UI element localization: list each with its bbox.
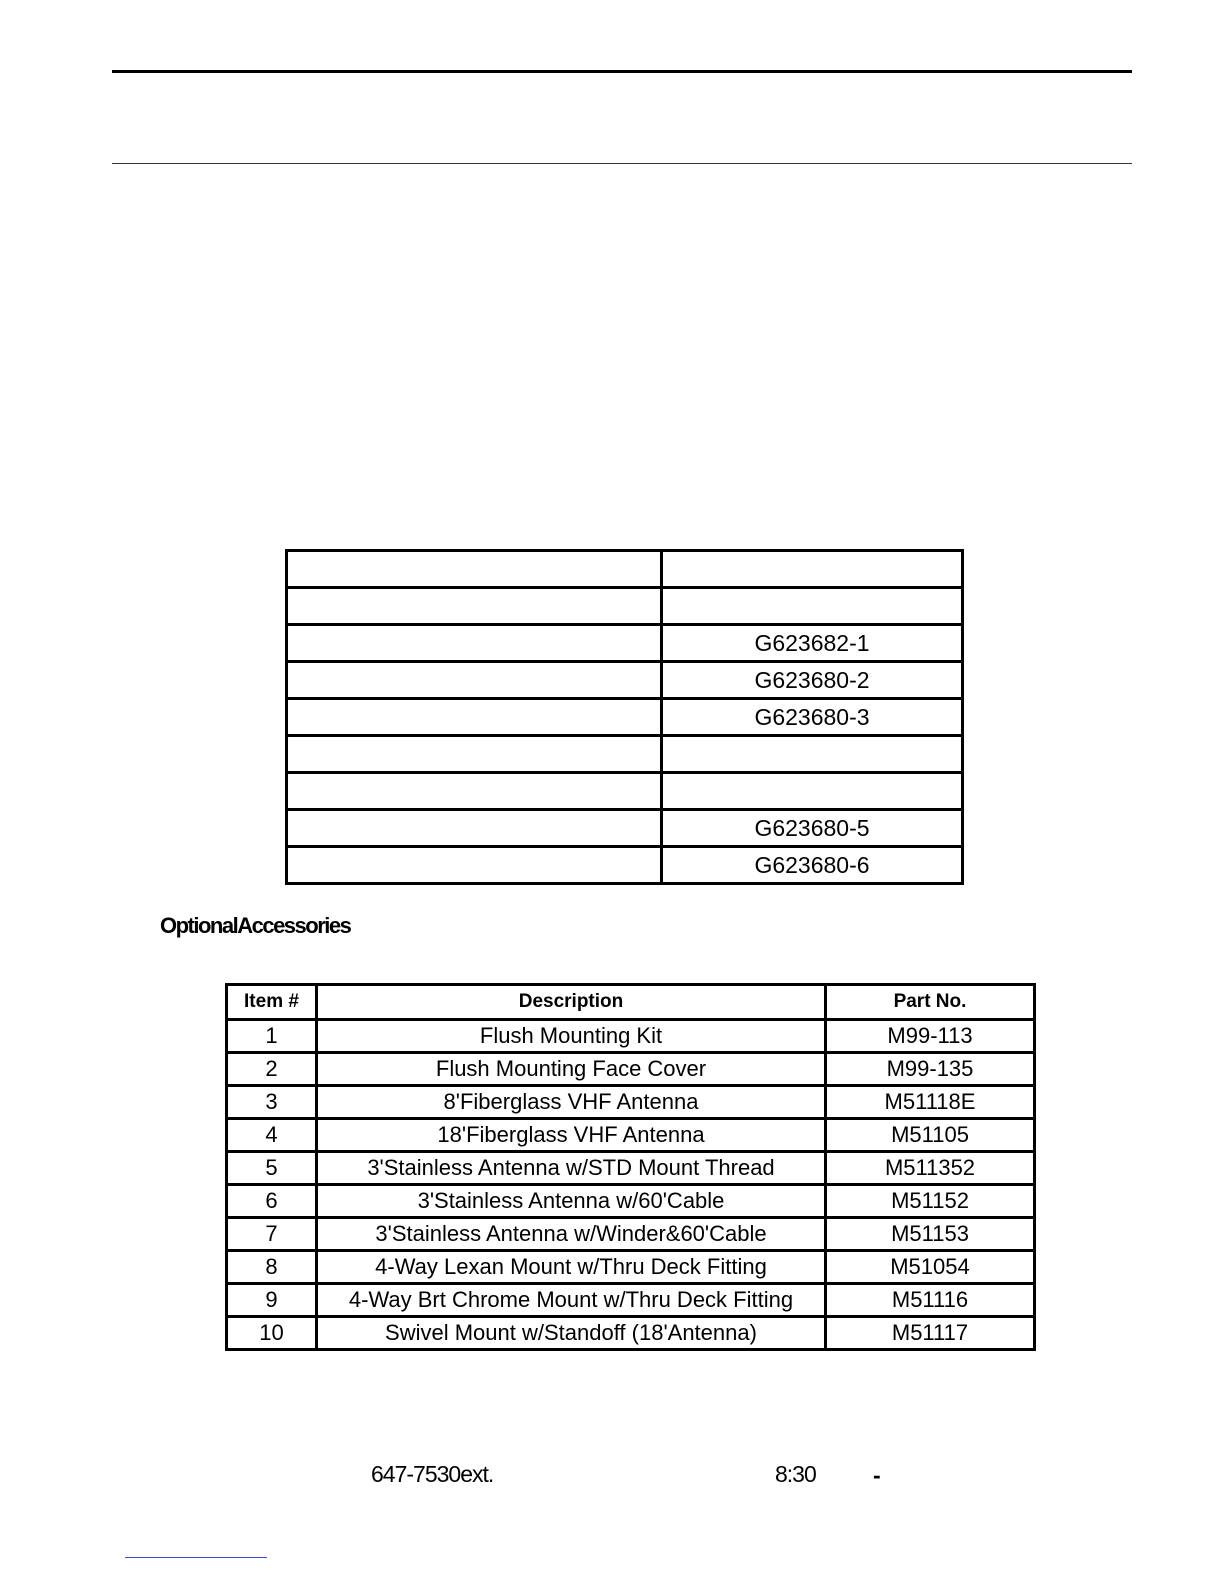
table-cell: [287, 847, 662, 884]
table-cell: [287, 773, 662, 810]
table-row: [287, 625, 963, 662]
part-number: M51153: [826, 1218, 1035, 1251]
part-number: M99-113: [826, 1020, 1035, 1053]
part-number-table: [285, 549, 964, 885]
table-row: [287, 662, 963, 699]
table-row: [287, 736, 963, 773]
table-row: [227, 1251, 1035, 1284]
item-number: 1: [227, 1020, 317, 1053]
part-number: M51105: [826, 1119, 1035, 1152]
item-description: 4-Way Lexan Mount w/Thru Deck Fitting: [317, 1251, 826, 1284]
top-rule: [112, 70, 1132, 73]
optional-accessories-heading: OptionalAccessories: [160, 913, 351, 938]
item-description: 3'Stainless Antenna w/STD Mount Thread: [317, 1152, 826, 1185]
table-cell: [662, 773, 963, 810]
table-cell: G623682-1: [662, 625, 963, 662]
header-rule: [112, 163, 1132, 164]
table-row: [227, 1053, 1035, 1086]
table-cell: [287, 662, 662, 699]
item-number: 5: [227, 1152, 317, 1185]
part-number: M51117: [826, 1317, 1035, 1350]
footer-link-underline[interactable]: [125, 1557, 267, 1558]
table-cell: [287, 699, 662, 736]
item-number: 7: [227, 1218, 317, 1251]
table-cell: G623680-3: [662, 699, 963, 736]
table-row: [227, 1152, 1035, 1185]
item-number: 6: [227, 1185, 317, 1218]
table-cell: G623680-2: [662, 662, 963, 699]
table-row: [287, 551, 963, 588]
item-number: 8: [227, 1251, 317, 1284]
column-header-part: Part No.: [826, 985, 1035, 1020]
column-header-description: Description: [317, 985, 826, 1020]
table-cell: [287, 625, 662, 662]
table-row: [227, 1020, 1035, 1053]
item-description: Flush Mounting Face Cover: [317, 1053, 826, 1086]
item-description: 18'Fiberglass VHF Antenna: [317, 1119, 826, 1152]
table-row: [227, 1317, 1035, 1350]
item-number: 10: [227, 1317, 317, 1350]
part-number: M51054: [826, 1251, 1035, 1284]
footer-time: 8:30: [775, 1461, 816, 1487]
item-description: Swivel Mount w/Standoff (18'Antenna): [317, 1317, 826, 1350]
table-cell: [662, 588, 963, 625]
part-number: M51116: [826, 1284, 1035, 1317]
item-description: 3'Stainless Antenna w/Winder&60'Cable: [317, 1218, 826, 1251]
item-number: 9: [227, 1284, 317, 1317]
table-cell: [287, 588, 662, 625]
table-row: [227, 1218, 1035, 1251]
column-header-item: Item #: [227, 985, 317, 1020]
table-row: [227, 1284, 1035, 1317]
table-header-row: [227, 985, 1035, 1020]
table-row: [287, 810, 963, 847]
table-cell: G623680-6: [662, 847, 963, 884]
item-number: 4: [227, 1119, 317, 1152]
part-number: M51118E: [826, 1086, 1035, 1119]
table-row: [287, 699, 963, 736]
item-description: 8'Fiberglass VHF Antenna: [317, 1086, 826, 1119]
table-cell: [287, 810, 662, 847]
table-row: [287, 847, 963, 884]
item-number: 3: [227, 1086, 317, 1119]
accessories-table: [225, 983, 1036, 1351]
table-row: [227, 1185, 1035, 1218]
part-number: M99-135: [826, 1053, 1035, 1086]
table-cell: [662, 551, 963, 588]
table-row: [227, 1119, 1035, 1152]
table-row: [287, 588, 963, 625]
table-cell: [287, 551, 662, 588]
part-number: M511352: [826, 1152, 1035, 1185]
table-row: [227, 1086, 1035, 1119]
item-description: 3'Stainless Antenna w/60'Cable: [317, 1185, 826, 1218]
footer-phone: 647-7530ext.: [371, 1461, 494, 1487]
footer-dash: -: [873, 1462, 881, 1488]
table-cell: [662, 736, 963, 773]
item-number: 2: [227, 1053, 317, 1086]
part-number: M51152: [826, 1185, 1035, 1218]
table-row: [287, 773, 963, 810]
table-cell: [287, 736, 662, 773]
item-description: 4-Way Brt Chrome Mount w/Thru Deck Fitting: [317, 1284, 826, 1317]
item-description: Flush Mounting Kit: [317, 1020, 826, 1053]
table-cell: G623680-5: [662, 810, 963, 847]
